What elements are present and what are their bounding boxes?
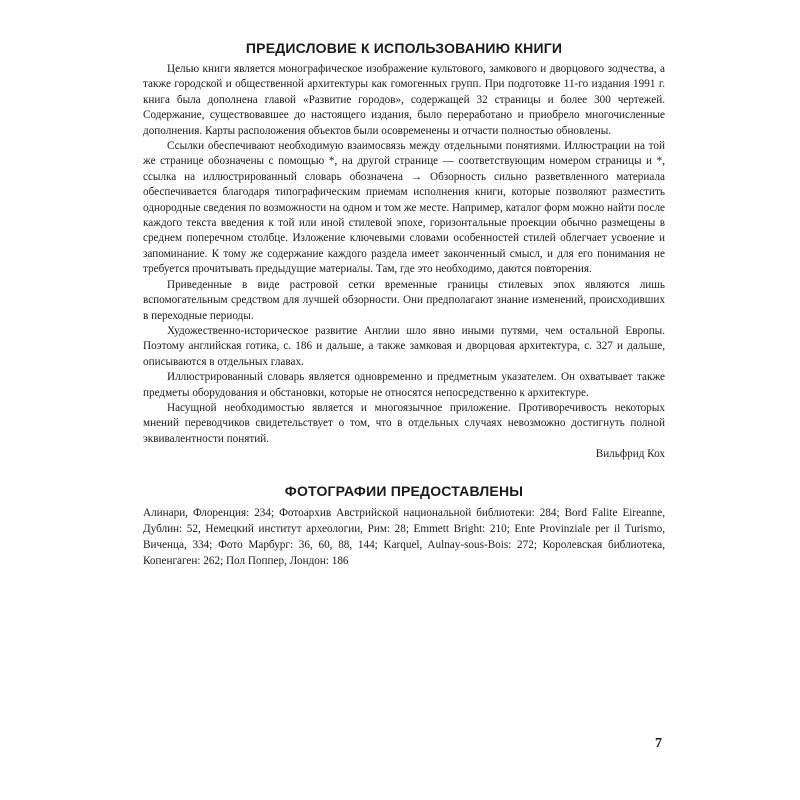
preface-paragraph-2: Ссылки обеспечивают необходимую взаимосвязь между отдельными понятиями. Иллюстрации на той же странице обозначены с помощью *, на другой странице — соответствующим номером страницы и *, ссылка на иллюстрированный словарь обозначена → Обзорность сильно разветвленного материала обеспечивается благодаря типографическим приемам исполнения книги, которые позволяют разместить однородные сведения по возможности на одном и том же месте. Например, каталог форм можно найти после каждого текста введения к той или иной стилевой эпохе, горизонтальные проекции обычно размещены в среднем поперечном столбце. Изложение ключевыми словами особенностей стилей облегчает усвоение и запоминание. К тому же содержание каждого раздела имеет законченный смысл, и для его понимания не требуется прочитывать предыдущие материалы. Там, где это необходимо, даются повторения. <box>143 140 665 276</box>
preface-title: ПРЕДИСЛОВИЕ К ИСПОЛЬЗОВАНИЮ КНИГИ <box>245 40 563 56</box>
preface-paragraph-1: Целью книги является монографическое изображение культового, замкового и дворцового зодчества, а также городской и общественной архитектуры как гомогенных групп. При подготовке 11-го издания 1991 г. книга была дополнена главой «Развитие городов», содержащей 32 страницы и более 300 чертежей. Содержание, существовавшее до настоящего издания, было переработано и приобрело многочисленные дополнения. Карты расположения объектов были осовременены и отчасти полностью обновлены. <box>143 63 665 137</box>
page-content <box>143 40 665 569</box>
credits-title: ФОТОГРАФИИ ПРЕДОСТАВЛЕНЫ <box>284 482 524 499</box>
preface-paragraph-5: Иллюстрированный словарь является одновременно и предметным указателем. Он охватывает также предметы оборудования и обстановки, которые не относятся непосредственно к архитектуре. <box>143 371 665 399</box>
page-number: 7 <box>655 736 662 751</box>
credits-text: Алинари, Флоренция: 234; Фотоархив Австрийской национальной библиотеки: 284; Bord Falite Eireanne, Дублин: 52, Немецкий институт археологии, Рим: 28; Emmett Bright: 210; Ente Provinziale per il Turismo, Виченца, 334; Фото Марбург: 36, 60, 88, 144; Karquel, Aulnay-sous-Bois: 272; Королевская библиотека, Копенгаген: 262; Пол Поппер, Лондон: 186 <box>143 506 665 567</box>
preface-paragraph-4: Художественно-историческое развитие Англии шло явно иными путями, чем остальной Европы. Поэтому английская готика, с. 186 и дальше, а также замковая и дворцовая архитектура, с. 327 и дальше, описываются в отдельных главах. <box>143 324 665 368</box>
preface-paragraph-3: Приведенные в виде растровой сетки временные границы стилевых эпох являются лишь вспомогательным средством для лучшей обзорности. Они предполагают знание изменений, происходивших в переходные периоды. <box>143 278 665 322</box>
preface-paragraph-6: Насущной необходимостью является и многоязычное приложение. Противоречивость некоторых мнений переводчиков свидетельствует о том, что в отдельных случаях невозможно достигнуть полной эквивалентности понятий. <box>143 401 665 445</box>
author-signature: Вильфрид Кох <box>595 448 665 461</box>
